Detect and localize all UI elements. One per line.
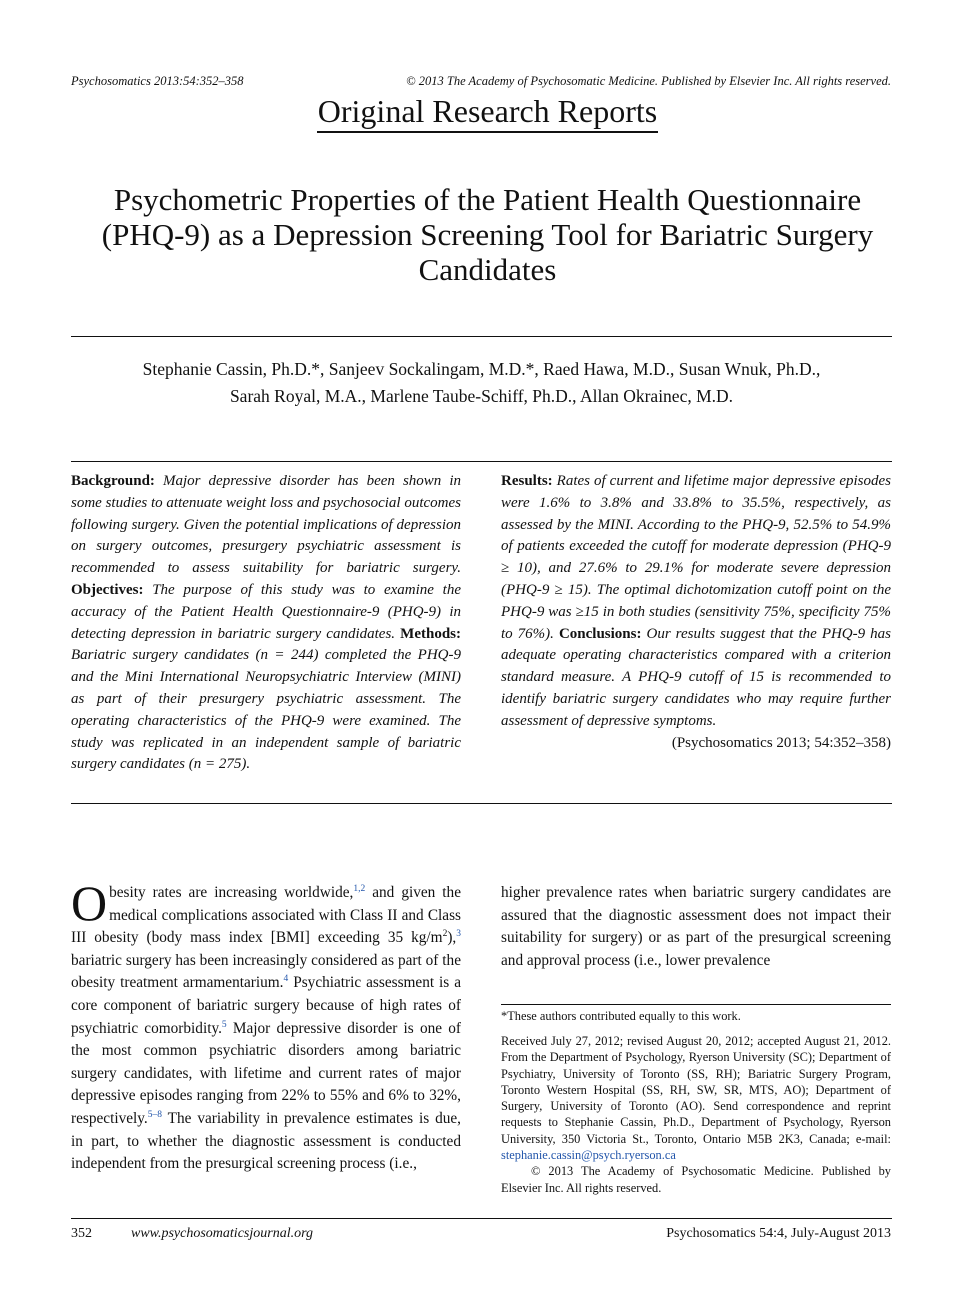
abstract-citation: (Psychosomatics 2013; 54:352–358)	[671, 734, 891, 751]
body-text: Major depressive disorder is one of the most common psychiatric disorders among bariatric surgery candidates, with lifetime and current rates of major depressive episodes ranging from 22% to 55% and 6% to 32%, respectively.	[71, 1019, 461, 1127]
abstract-right-column	[501, 471, 891, 754]
background-label: Background:	[71, 473, 155, 489]
body-text: Psychiatric assessment is a core component of bariatric surgery because of high rates of psychiatric comorbidity.	[71, 974, 461, 1037]
article-title: Psychometric Properties of the Patient Health Questionnaire (PHQ-9) as a Depression Screening Tool for Bariatric Surgery Candidates	[101, 182, 874, 287]
journal-issue: Psychosomatics 54:4, July-August 2013	[666, 1226, 891, 1241]
footer-divider	[71, 1218, 892, 1219]
reference-link[interactable]: 3	[456, 929, 461, 940]
superscript: 2	[442, 929, 448, 940]
body-text: besity rates are increasing worldwide,	[109, 884, 354, 901]
reference-link[interactable]: 5	[221, 1019, 227, 1030]
title-divider	[71, 336, 892, 337]
author-list	[71, 356, 892, 410]
abstract-bottom-divider	[71, 803, 892, 804]
results-label: Results:	[501, 473, 553, 489]
email-link[interactable]: stephanie.cassin@psych.ryerson.ca	[501, 1148, 676, 1163]
equal-contribution-note: *These authors contributed equally to this work.	[501, 1009, 741, 1023]
conclusions-text: Our results suggest that the PHQ-9 has adequate operating characteristics compared with a criterion standard measure. A PHQ-9 cutoff of 15 is recommended to identify bariatric surgery candidates who may require further assessment of depressive symptoms.	[501, 625, 891, 729]
received-text: Received July 27, 2012; revised August 20, 2012; accepted August 21, 2012. From the Department of Psychology, Ryerson University (SC); Department of Psychiatry, University of Toronto (SS, RH); Bariatric Surgery Program, Toronto Western Hospital (SS, RH, SW, SR, MTS, AO); Department of Surgery, University of Toronto (AO). Send correspondence and reprint requests to Stephanie Cassin, Ph.D., Department of Psychology, Ryerson University, 350 Victoria St., Toronto, Ontario M5B 2K3, Canada; e-mail:	[501, 1034, 891, 1146]
section-title: Original Research Reports	[317, 92, 658, 133]
body-text: and given the medical complications associated with Class II and Class III obesity (body mass index [BMI] exceeding 35 kg/m	[71, 884, 461, 947]
abstract-top-divider	[71, 461, 892, 462]
body-text: ),	[447, 929, 457, 947]
abstract-left-column	[71, 471, 461, 776]
objectives-label: Objectives:	[71, 581, 144, 598]
body-text: The variability in prevalence estimates is due, in part, to whether the diagnostic assessment is conducted independent from the presurgical screening process (i.e.,	[71, 1109, 461, 1173]
methods-label: Methods:	[400, 625, 461, 642]
reference-link[interactable]: 1,2	[353, 883, 366, 894]
journal-url[interactable]: www.psychosomaticsjournal.org	[131, 1226, 314, 1241]
objectives-text: The purpose of this study was to examine the accuracy of the Patient Health Questionnaire-9 (PHQ-9) in detecting depression in bariatric surgery candidates.	[71, 581, 461, 642]
body-right-column: higher prevalence rates when bariatric surgery candidates are assured that the diagnostic assessment does not impact their suitability for surgery) or as part of the presurgical screening and approval process (i.e., lower prevalence	[501, 884, 891, 969]
body-left-column	[71, 875, 461, 1176]
reference-link[interactable]: 5–8	[147, 1109, 162, 1120]
results-text: Rates of current and lifetime major depressive episodes were 1.6% to 3.8% and 33.8% to 35.5%, respectively, as assessed by the MINI. According to the PHQ-9, 52.5% to 54.9% of patients exceeded the cutoff for moderate depression (PHQ-9 ≥ 10), and 27.6% to 29.1% for moderate severe depression (PHQ-9 ≥ 15). The optimal dichotomization cutoff point on the PHQ-9 was ≥15 in both studies (sensitivity 75%, specificity 75% to 76%).	[501, 473, 891, 642]
drop-cap: O	[71, 875, 108, 931]
footnote-divider	[501, 1004, 891, 1005]
methods-text: Bariatric surgery candidates (n = 244) completed the PHQ-9 and the Mini International Neuropsychiatric Interview (MINI) as part of their presurgery psychiatric assessment. The operating characteristics of the PHQ-9 were examined. The study was replicated in an independent sample of bariatric surgery candidates (n = 275).	[71, 647, 461, 773]
footnote-copyright: © 2013 The Academy of Psychosomatic Medicine. Published by Elsevier Inc. All rights reserved.	[501, 1164, 891, 1195]
article-info-footnote	[501, 1033, 891, 1196]
page-number: 352	[71, 1226, 92, 1241]
author-line-1: Stephanie Cassin, Ph.D.*, Sanjeev Sockalingam, M.D.*, Raed Hawa, M.D., Susan Wnuk, Ph.D.,	[142, 359, 821, 379]
conclusions-label: Conclusions:	[558, 625, 642, 642]
section-heading	[0, 92, 975, 133]
body-text: bariatric surgery has been increasingly considered as part of the obesity treatment armamentarium.	[71, 951, 461, 992]
background-text: Major depressive disorder has been shown in some studies to attenuate weight loss and psychosocial outcomes following surgery. Given the potential implications of depression on surgery outcomes, presurgery psychiatric assessment is recommended to assess suitability for bariatric surgery.	[71, 473, 462, 577]
reference-link[interactable]: 4	[283, 974, 289, 985]
journal-citation: Psychosomatics 2013:54:352–358	[71, 74, 244, 88]
author-line-2: Sarah Royal, M.A., Marlene Taube-Schiff, Ph.D., Allan Okrainec, M.D.	[229, 386, 734, 406]
copyright-header: © 2013 The Academy of Psychosomatic Medicine. Published by Elsevier Inc. All rights reserved.	[406, 74, 891, 88]
